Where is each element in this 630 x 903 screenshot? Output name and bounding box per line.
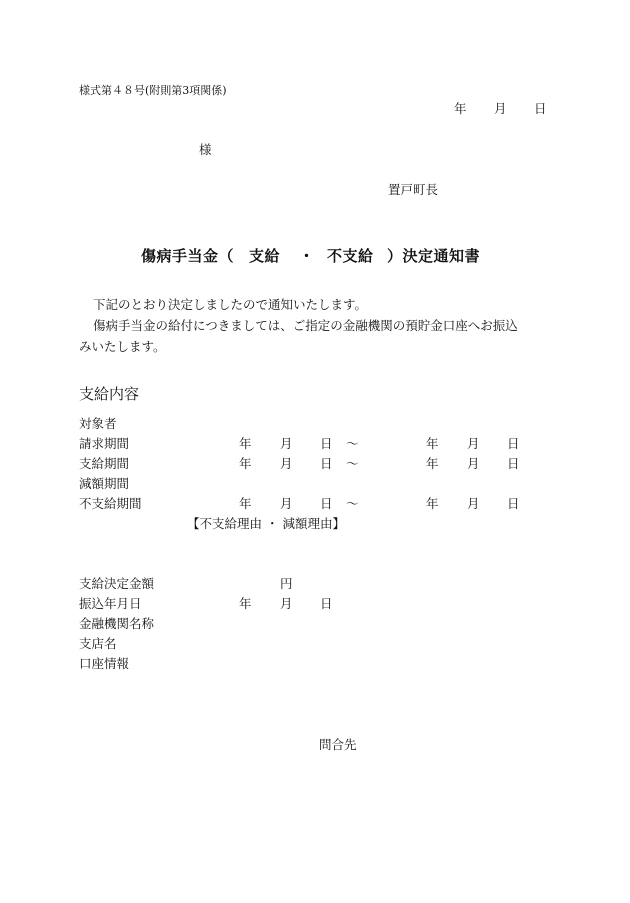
row-reduction-period-label: 減額期間 [79,476,130,491]
body-line-3: みいたします。 [79,339,166,354]
payment-start-day: 日 [320,456,333,471]
payment-tilde: ～ [346,456,359,471]
title-option-nonpayment: 不支給 [327,247,374,265]
recipient-suffix: 様 [199,142,212,157]
claim-start-year: 年 [239,436,252,451]
account-label: 口座情報 [79,656,130,671]
reason-label: 【不支給理由 ・ 減額理由】 [187,516,345,531]
transfer-date-label: 振込年月日 [79,596,142,611]
payment-end-month: 月 [467,456,480,471]
payment-end-day: 日 [507,456,520,471]
title-suffix: ）決定通知書 [387,247,481,265]
header-date-day: 日 [534,101,547,116]
form-number: 様式第４８号(附則第3項関係) [79,84,227,97]
nonpayment-end-year: 年 [426,496,439,511]
row-claim-period-label: 請求期間 [79,436,130,451]
branch-label: 支店名 [79,636,117,651]
title-option-payment: 支給 [249,247,281,265]
payment-start-month: 月 [280,456,293,471]
payment-start-year: 年 [239,456,252,471]
amount-yen-unit: 円 [280,576,293,591]
claim-tilde: ～ [346,436,359,451]
row-subject-label: 対象者 [79,416,117,431]
title-separator: ・ [299,247,315,265]
claim-end-day: 日 [507,436,520,451]
nonpayment-start-month: 月 [280,496,293,511]
nonpayment-tilde: ～ [346,496,359,511]
claim-end-month: 月 [467,436,480,451]
bank-name-label: 金融機関名称 [79,616,155,631]
header-date-year: 年 [454,101,467,116]
body-line-1: 下記のとおり決定しましたので通知いたします。 [93,297,368,312]
payment-end-year: 年 [426,456,439,471]
transfer-month: 月 [280,596,293,611]
nonpayment-end-month: 月 [467,496,480,511]
claim-start-day: 日 [320,436,333,451]
amount-label: 支給決定金額 [79,576,155,591]
title-prefix: 傷病手当金（ [141,247,235,265]
transfer-day: 日 [320,596,333,611]
row-payment-period-label: 支給期間 [79,456,130,471]
claim-start-month: 月 [280,436,293,451]
header-date-month: 月 [494,101,507,116]
nonpayment-end-day: 日 [507,496,520,511]
section-title: 支給内容 [79,385,140,403]
claim-end-year: 年 [426,436,439,451]
body-line-2: 傷病手当金の給付につきましては、ご指定の金融機関の預貯金口座へお振込 [93,318,518,333]
issuer: 置戸町長 [388,182,439,197]
contact-label: 問合先 [319,737,357,752]
row-nonpayment-period-label: 不支給期間 [79,496,142,511]
nonpayment-start-day: 日 [320,496,333,511]
transfer-year: 年 [239,596,252,611]
nonpayment-start-year: 年 [239,496,252,511]
